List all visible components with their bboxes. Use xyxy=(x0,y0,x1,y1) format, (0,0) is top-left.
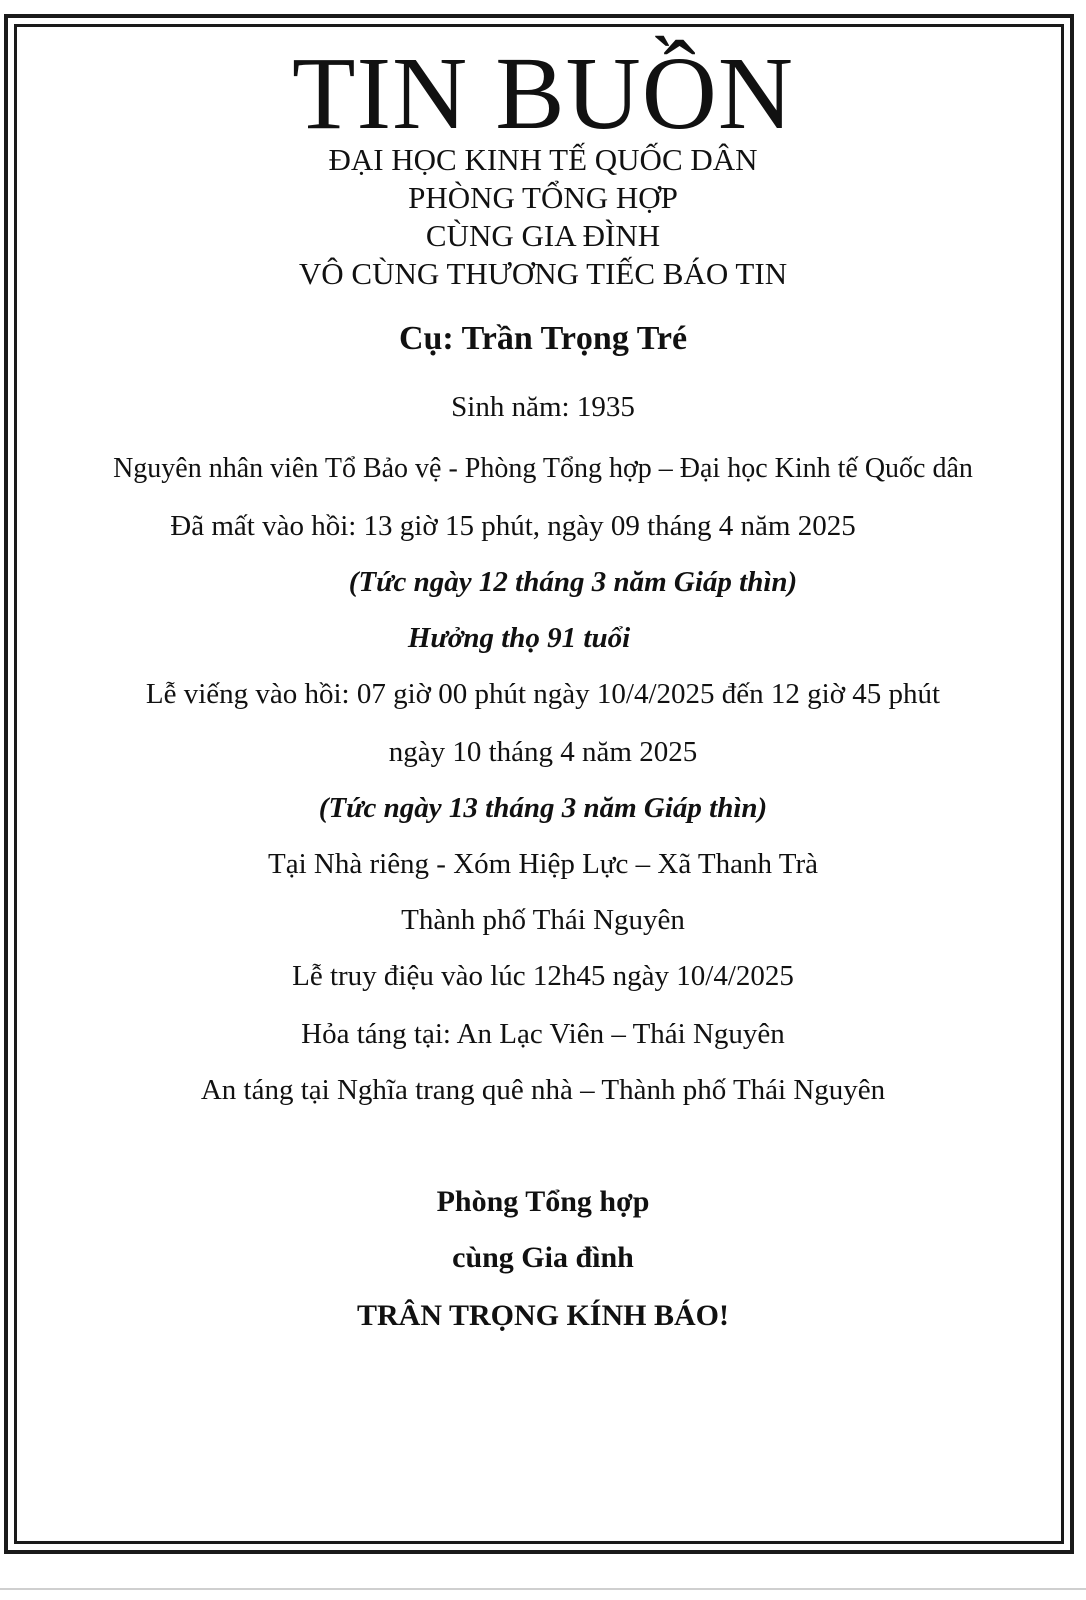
deceased-name: Cụ: Trần Trọng Tré xyxy=(398,320,688,357)
page-divider xyxy=(0,1588,1086,1590)
visitation-lunar-date: (Tức ngày 13 tháng 3 năm Giáp thìn) xyxy=(318,792,768,824)
page-title: TIN BUỒN xyxy=(292,36,794,151)
header-line-university: ĐẠI HỌC KINH TẾ QUỐC DÂN xyxy=(328,142,758,177)
cremation-location: Hỏa táng tại: An Lạc Viên – Thái Nguyên xyxy=(301,1018,785,1050)
location-city: Thành phố Thái Nguyên xyxy=(401,904,685,936)
former-position: Nguyên nhân viên Tổ Bảo vệ - Phòng Tổng hợp – Đại học Kinh tế Quốc dân xyxy=(113,453,973,484)
death-lunar-date: (Tức ngày 12 tháng 3 năm Giáp thìn) xyxy=(348,566,798,598)
signature-closing: TRÂN TRỌNG KÍNH BÁO! xyxy=(357,1299,729,1332)
signature-family: cùng Gia đình xyxy=(452,1241,634,1274)
death-time: Đã mất vào hồi: 13 giờ 15 phút, ngày 09 tháng 4 năm 2025 xyxy=(170,510,856,542)
header-line-announcement: VÔ CÙNG THƯƠNG TIẾC BÁO TIN xyxy=(298,256,788,291)
burial-location: An táng tại Nghĩa trang quê nhà – Thành phố Thái Nguyên xyxy=(200,1074,886,1106)
visitation-date: ngày 10 tháng 4 năm 2025 xyxy=(388,736,698,768)
visitation-time: Lễ viếng vào hồi: 07 giờ 00 phút ngày 10/4/2025 đến 12 giờ 45 phút xyxy=(145,678,941,710)
header-line-department: PHÒNG TỔNG HỢP xyxy=(408,180,678,215)
header-line-family: CÙNG GIA ĐÌNH xyxy=(425,218,661,253)
birth-year: Sinh năm: 1935 xyxy=(451,391,635,423)
memorial-time: Lễ truy điệu vào lúc 12h45 ngày 10/4/2025 xyxy=(292,960,794,992)
age: Hưởng thọ 91 tuổi xyxy=(407,622,631,654)
signature-department: Phòng Tổng hợp xyxy=(436,1185,650,1218)
location-address: Tại Nhà riêng - Xóm Hiệp Lực – Xã Thanh Trà xyxy=(268,848,818,880)
